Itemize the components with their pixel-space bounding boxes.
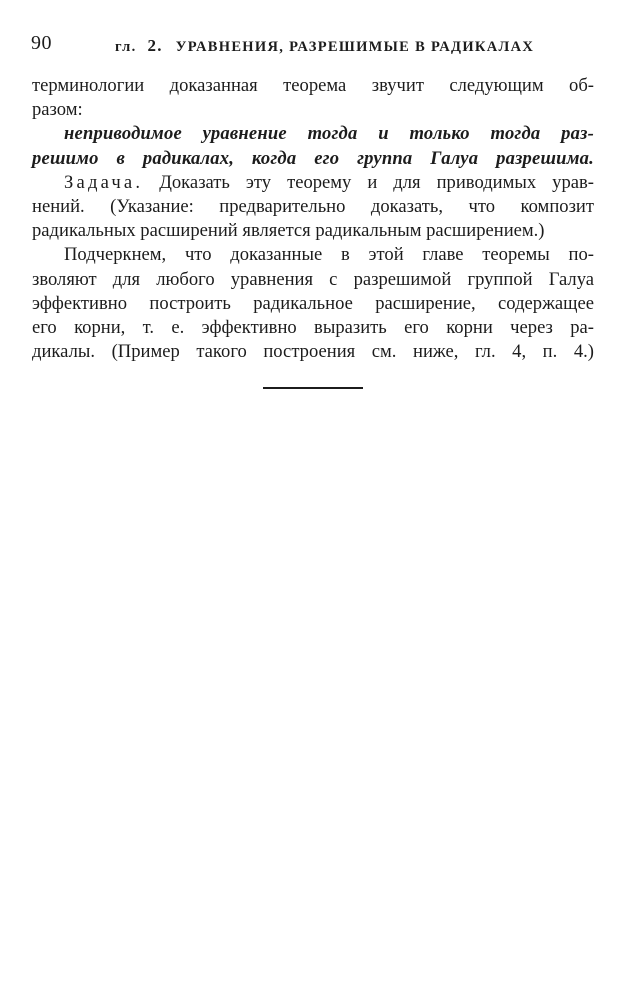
problem-text: Доказать эту теорему и для приводимых урав- xyxy=(159,171,594,193)
text-line: терминологии доказанная теорема звучит следующим об- xyxy=(32,75,594,96)
text-line: разом: xyxy=(32,99,83,121)
text-line: неприводимое уравнение тогда и только тогда раз- xyxy=(64,123,594,145)
text-line xyxy=(32,171,594,195)
end-of-chapter-rule xyxy=(263,387,363,389)
text-line: Подчеркнем, что доказанные в этой главе теоремы по- xyxy=(64,244,594,266)
problem-label: Задача. xyxy=(64,171,144,193)
chapter-title: УРАВНЕНИЯ, РАЗРЕШИМЫЕ В РАДИКАЛАХ xyxy=(175,39,535,55)
remark-paragraph xyxy=(32,243,594,364)
chapter-number: 2. xyxy=(147,36,163,55)
text-line: нений. (Указание: предварительно доказать, что композит xyxy=(32,196,594,218)
text-line: радикальных расширений является радикальным расширением.) xyxy=(32,220,545,242)
text-line: эффективно построить радикальное расширение, содержащее xyxy=(32,292,594,314)
body-text xyxy=(32,74,594,364)
page-number: 90 xyxy=(31,32,52,54)
chapter-label: гл. xyxy=(115,39,137,55)
text-line: дикалы. (Пример такого построения см. ниже, гл. 4, п. 4.) xyxy=(32,341,594,363)
running-head xyxy=(115,36,595,56)
intro-paragraph xyxy=(32,74,594,122)
problem-paragraph xyxy=(32,171,594,244)
text-line: его корни, т. е. эффективно выразить его корни через ра- xyxy=(32,317,594,339)
text-line: решимо в радикалах, когда его группа Галуа разрешима. xyxy=(32,147,594,169)
text-line: зволяют для любого уравнения с разрешимой группой Галуа xyxy=(32,268,594,290)
theorem-statement xyxy=(32,122,594,170)
